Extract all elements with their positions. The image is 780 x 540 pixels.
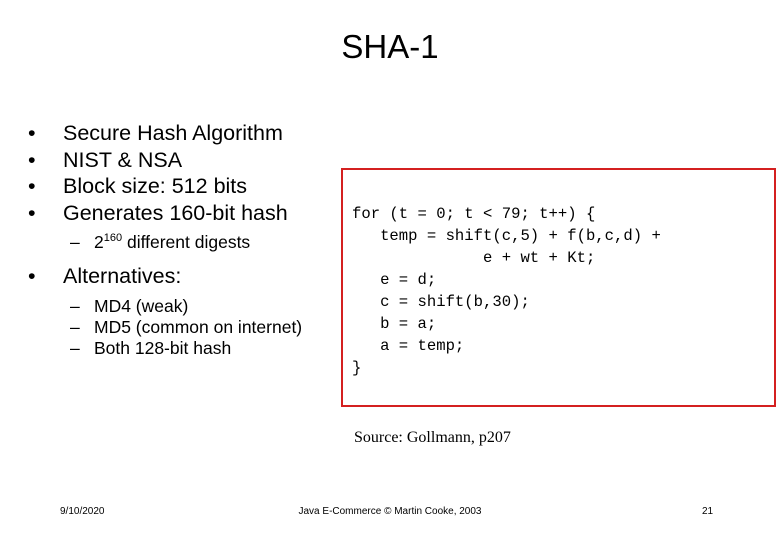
bullet-nist-nsa: • NIST & NSA — [28, 147, 338, 174]
sub-bullet-md4 — [28, 296, 338, 317]
dash-marker: – — [70, 337, 80, 358]
bullet-generates-hash: • Generates 160-bit hash — [28, 200, 338, 227]
md5-text: MD5 (common on internet) — [94, 316, 303, 337]
sub-bullet-md5 — [28, 317, 338, 338]
dash-marker: – — [70, 295, 80, 316]
md4-text: MD4 (weak) — [94, 295, 189, 316]
bullet-alternatives: • Alternatives: — [28, 263, 338, 290]
digests-base: 2 — [94, 232, 104, 252]
bullet-block-size: • Block size: 512 bits — [28, 173, 338, 200]
source-citation: Source: Gollmann, p207 — [354, 429, 511, 446]
bullet-list — [28, 120, 338, 369]
sub-bullet-digests — [28, 232, 338, 253]
sha1-code-listing: for (t = 0; t < 79; t++) { temp = shift(c,5) + f(b,c,d) + e + wt + Kt; e = d; c = shift(b,30); b = a; a = temp; } — [352, 205, 661, 377]
code-box — [341, 168, 776, 407]
dash-marker: – — [70, 232, 80, 252]
dash-marker: – — [70, 316, 80, 337]
bullet-secure-hash: • Secure Hash Algorithm — [28, 120, 338, 147]
digests-exponent: 160 — [103, 232, 123, 244]
128bit-text: Both 128-bit hash — [94, 337, 232, 358]
slide-title: SHA-1 — [341, 28, 439, 65]
footer-date: 9/10/2020 — [60, 506, 105, 517]
sub-bullet-128bit — [28, 338, 338, 359]
digests-text: different digests — [122, 232, 251, 252]
footer-page-number: 21 — [702, 506, 714, 517]
footer-copyright: Java E-Commerce © Martin Cooke, 2003 — [298, 506, 482, 517]
